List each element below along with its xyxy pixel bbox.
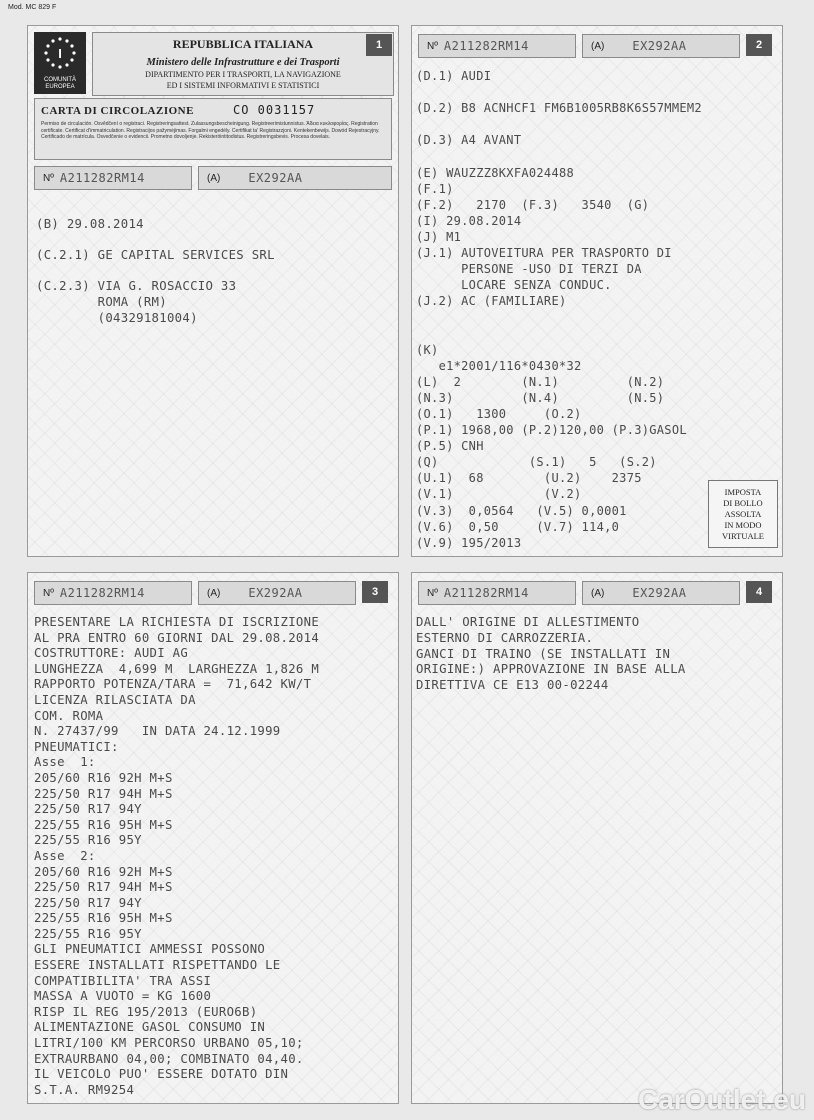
translations-line: Permiso de circulación. Osvědčení o registraci. Registreringsattest. Zulassungsbescheinigung. Registreerimistunnistus. Άδεια κυκλοφορίας. Registration certificate. Certificat d'immatriculation. Registracijos pažymėjimas. Forgalmi engedély. Certifikat ta' Registrazzjoni. Kentekenbewijs. Dowód Rejestracyjny. Certificado de matrícula. Osvedčenie o evidencii. Prometno dovoljenje. Rekisteröintitodistus. Registreringsbevis. Procesa dovelais.	[41, 121, 380, 140]
republic-box	[92, 32, 394, 96]
panel-4-text: DALL' ORIGINE DI ALLESTIMENTO ESTERNO DI CARROZZERIA. GANCI DI TRAINO (SE INSTALLATI IN ORIGINE:) APPROVAZIONE IN BASE ALLA DIRETTIVA CE E13 00-02244	[416, 615, 686, 693]
document-number: CO 0031157	[233, 103, 316, 117]
plate-value: EX292AA	[248, 586, 303, 600]
svg-text:I: I	[58, 46, 62, 61]
tax-stamp	[708, 480, 778, 548]
eu-flag	[34, 32, 86, 94]
department-line-1: DIPARTIMENTO PER I TRASPORTI, LA NAVIGAZIONE	[145, 70, 341, 79]
panel-1-text: (B) 29.08.2014 (C.2.1) GE CAPITAL SERVICES SRL (C.2.3) VIA G. ROSACCIO 33 ROMA (RM) (04329181004)	[36, 217, 275, 325]
a-label: (A)	[207, 587, 221, 599]
a-label: (A)	[591, 40, 605, 52]
tax-stamp-text: IMPOSTA DI BOLLO ASSOLTA IN MODO VIRTUALE	[722, 486, 764, 541]
plate-value: EX292AA	[632, 39, 687, 53]
plate-field	[582, 581, 740, 605]
eu-label: COMUNITÀ EUROPEA	[44, 77, 76, 90]
plate-value: EX292AA	[248, 171, 303, 185]
panel-number: 3	[362, 581, 388, 603]
a-label: (A)	[591, 587, 605, 599]
no-label: Nº	[43, 172, 54, 184]
registration-no-field	[34, 581, 192, 605]
no-label: Nº	[427, 587, 438, 599]
panel-1	[27, 25, 399, 557]
eu-stars-icon	[43, 36, 77, 70]
panel-2	[411, 25, 783, 557]
no-value: A211282RM14	[443, 39, 529, 53]
plate-field	[198, 581, 356, 605]
registration-no-field	[418, 34, 576, 58]
panel-4	[411, 572, 783, 1104]
panel-number: 4	[746, 581, 772, 603]
panel-2-text: (D.1) AUDI (D.2) B8 ACNHCF1 FM6B1005RB8K6S57MMEM2 (D.3) A4 AVANT (E) WAUZZZ8KXFA024488 (F.1) (F.2) 2170 (F.3) 3540 (G) (I) 29.08.2014 (J) M1 (J.1) AUTOVEITURA PER TRASPORTO DI PERSONE -USO DI TERZI DA LOCARE SENZA CONDUC. (J.2) AC (FAMILIARE) (K) e1*2001/116*0430*32 (L) 2 (N.1) (N.2) (N.3) (N.4) (N.5) (O.1) 1300 (O.2) (P.1) 1968,00 (P.2)120,00 (P.3)GASOL (P.5) CNH (Q) (S.1) 5 (S.2) (U.1) 68 (U.2) 2375 (V.1) (V.2) (V.3) 0,0564 (V.5) 0,0001 (V.6) 0,50 (V.7) 114,0 (V.9) 195/2013	[416, 69, 702, 550]
watermark: CarOutlet.eu	[637, 1084, 806, 1115]
document-title-box	[34, 98, 392, 160]
no-label: Nº	[427, 40, 438, 52]
republic-title: REPUBBLICA ITALIANA	[172, 37, 314, 51]
no-value: A211282RM14	[59, 171, 145, 185]
ministry-title: Ministero delle Infrastrutture e dei Trasporti	[146, 57, 340, 68]
plate-field	[582, 34, 740, 58]
panel-number: 1	[366, 34, 392, 56]
no-value: A211282RM14	[443, 586, 529, 600]
document-title: CARTA DI CIRCOLAZIONE	[41, 105, 194, 117]
no-label: Nº	[43, 587, 54, 599]
no-value: A211282RM14	[59, 586, 145, 600]
a-label: (A)	[207, 172, 221, 184]
panel-number: 2	[746, 34, 772, 56]
registration-no-field	[418, 581, 576, 605]
plate-value: EX292AA	[632, 586, 687, 600]
panel-3-text: PRESENTARE LA RICHIESTA DI ISCRIZIONE AL PRA ENTRO 60 GIORNI DAL 29.08.2014 COSTRUTTORE: AUDI AG LUNGHEZZA 4,699 M LARGHEZZA 1,826 M RAPPORTO POTENZA/TARA = 71,642 KW/T LICENZA RILASCIATA DA COM. ROMA N. 27437/99 IN DATA 24.12.1999 PNEUMATICI: Asse 1: 205/60 R16 92H M+S 225/50 R17 94H M+S 225/50 R17 94Y 225/55 R16 95H M+S 225/55 R16 95Y Asse 2: 205/60 R16 92H M+S 225/50 R17 94H M+S 225/50 R17 94Y 225/55 R16 95H M+S 225/55 R16 95Y GLI PNEUMATICI AMMESSI POSSONO ESSERE INSTALLATI RISPETTANDO LE COMPATIBILITA' TRA ASSI MASSA A VUOTO = KG 1600 RISP IL REG 195/2013 (EURO6B) ALIMENTAZIONE GASOL CONSUMO IN LITRI/100 KM PERCORSO URBANO 05,10; EXTRAURBANO 04,00; COMBINATO 04,40. IL VEICOLO PUO' ESSERE DOTATO DIN S.T.A. RM9254	[34, 615, 320, 1097]
department-line-2: ED I SISTEMI INFORMATIVI E STATISTICI	[166, 81, 320, 90]
registration-no-field	[34, 166, 192, 190]
panel-3	[27, 572, 399, 1104]
plate-field	[198, 166, 392, 190]
model-code: Mod. MC 829 F	[8, 4, 57, 11]
